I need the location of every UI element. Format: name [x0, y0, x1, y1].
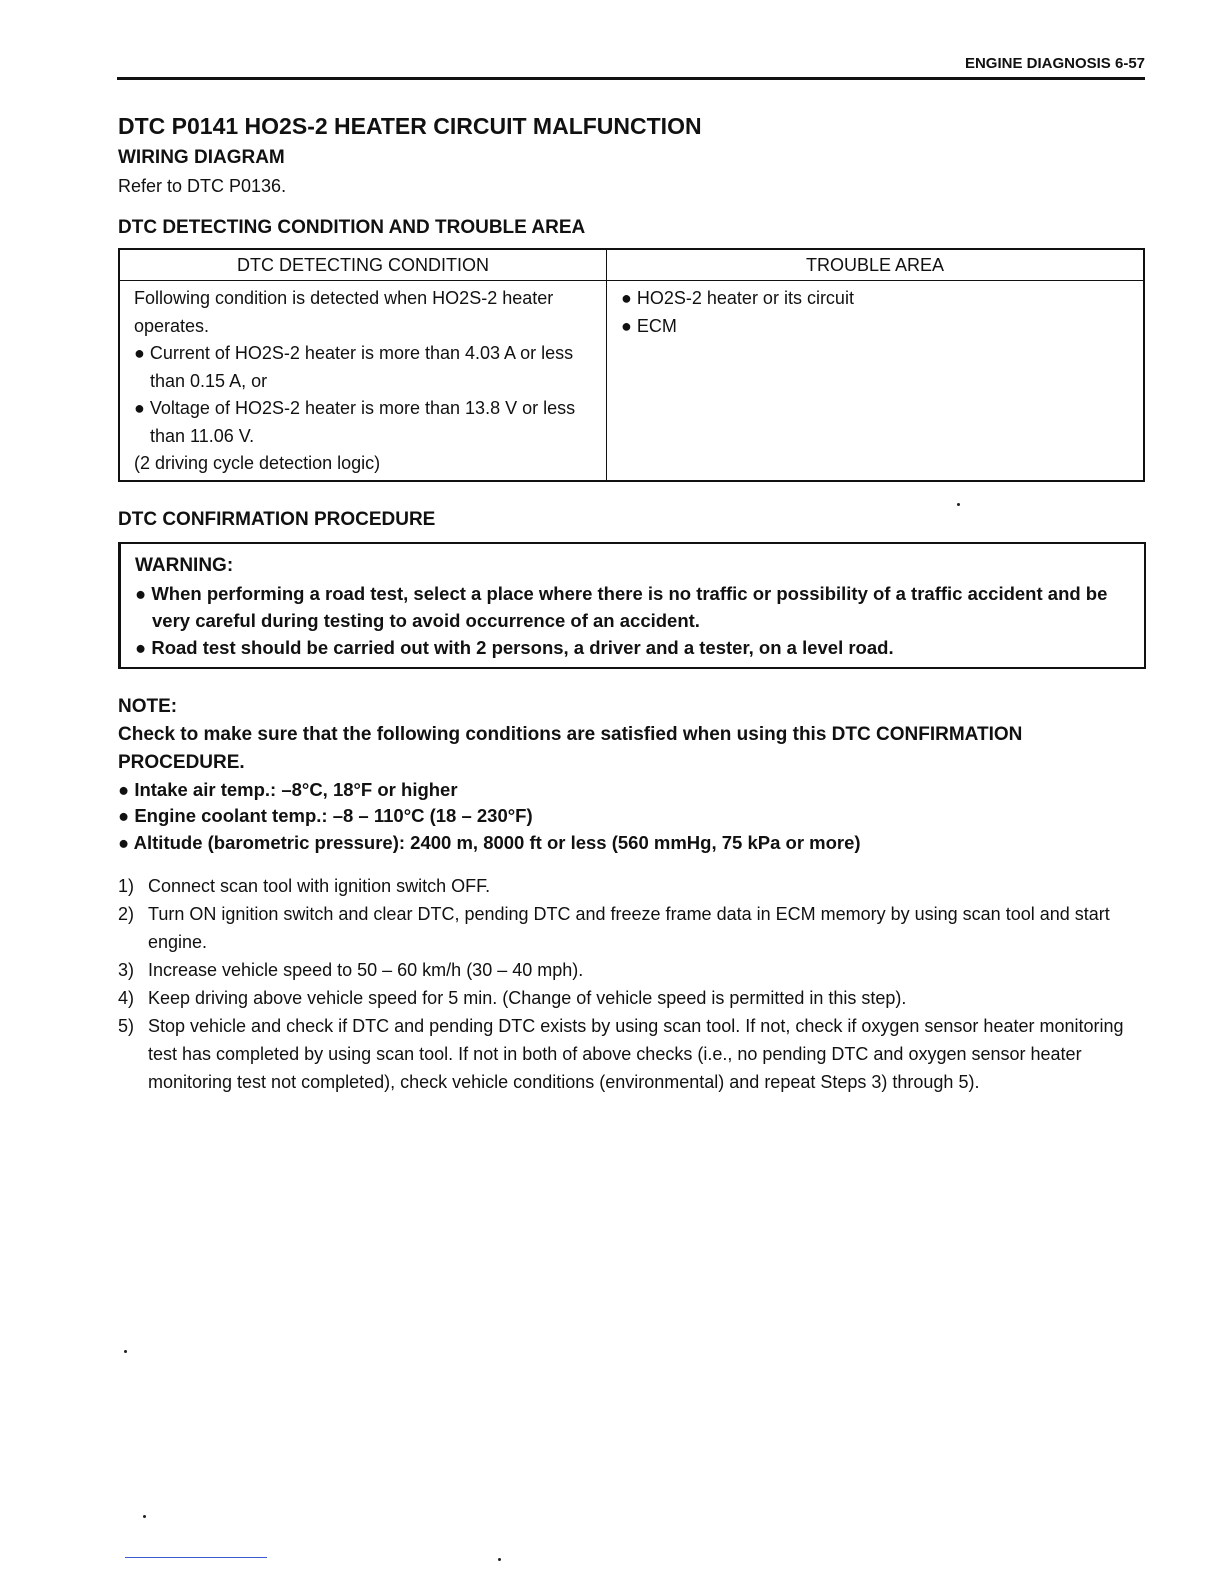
trouble-item: ● ECM	[621, 315, 677, 336]
warning-title: WARNING:	[135, 554, 234, 576]
scan-speck	[124, 1350, 127, 1353]
table-header-condition: DTC DETECTING CONDITION	[119, 249, 607, 281]
condition-cell	[119, 281, 607, 481]
confirmation-heading: DTC CONFIRMATION PROCEDURE	[118, 508, 436, 530]
note-title: NOTE:	[118, 695, 178, 717]
warning-item: ● When performing a road test, select a place where there is no traffic or possibility of a traffic accident and be very careful during testing to avoid occurrence of an accident.	[135, 582, 1108, 631]
table-header-trouble-area: TROUBLE AREA	[607, 249, 1145, 281]
page-header: ENGINE DIAGNOSIS 6-57	[964, 55, 1145, 72]
condition-outro: (2 driving cycle detection logic)	[134, 453, 381, 473]
page-content	[118, 108, 1146, 1096]
scan-rule	[125, 1557, 267, 1558]
header-rule	[117, 77, 1145, 80]
note-item: ● Engine coolant temp.: –8 – 110°C (18 – 230°F)	[118, 805, 533, 826]
page-title: DTC P0141 HO2S-2 HEATER CIRCUIT MALFUNCTION	[118, 113, 702, 139]
procedure-step: 1) Connect scan tool with ignition switch OFF.	[118, 876, 491, 896]
trouble-area-cell	[607, 281, 1145, 481]
procedure-steps	[118, 872, 1146, 1096]
note-body: Check to make sure that the following conditions are satisfied when using this DTC CONFIRMATION PROCEDURE.	[118, 723, 1023, 773]
dtc-condition-table	[118, 248, 1145, 482]
scan-speck	[143, 1515, 146, 1518]
scan-speck	[957, 503, 960, 506]
procedure-step: 2) Turn ON ignition switch and clear DTC, pending DTC and freeze frame data in ECM memory by using scan tool and start engine.	[118, 904, 1110, 952]
note-item: ● Altitude (barometric pressure): 2400 m, 8000 ft or less (560 mmHg, 75 kPa or more)	[118, 831, 861, 853]
warning-item: ● Road test should be carried out with 2 persons, a driver and a tester, on a level road.	[135, 636, 894, 658]
condition-item: ● Current of HO2S-2 heater is more than 4.03 A or less than 0.15 A, or	[134, 343, 574, 391]
scan-speck	[498, 1558, 501, 1561]
condition-intro: Following condition is detected when HO2S-2 heater operates.	[134, 288, 554, 336]
trouble-item: ● HO2S-2 heater or its circuit	[621, 288, 854, 308]
note-item: ● Intake air temp.: –8°C, 18°F or higher	[118, 778, 458, 800]
warning-box	[118, 542, 1146, 669]
detecting-heading: DTC DETECTING CONDITION AND TROUBLE AREA	[118, 217, 586, 238]
wiring-diagram-text: Refer to DTC P0136.	[118, 176, 287, 196]
procedure-step: 5) Stop vehicle and check if DTC and pending DTC exists by using scan tool. If not, check if oxygen sensor heater monitoring test has completed by using scan tool. If not in both of above checks (i.e., no pending DTC and oxygen sensor heater monitoring test not completed), check vehicle conditions (environmental) and repeat Steps 3) through 5).	[118, 1016, 1124, 1092]
procedure-step: 3) Increase vehicle speed to 50 – 60 km/h (30 – 40 mph).	[118, 960, 584, 980]
procedure-step: 4) Keep driving above vehicle speed for 5 min. (Change of vehicle speed is permitted in this step).	[118, 988, 907, 1008]
wiring-diagram-heading: WIRING DIAGRAM	[118, 147, 285, 168]
condition-item: ● Voltage of HO2S-2 heater is more than 13.8 V or less than 11.06 V.	[134, 398, 576, 446]
note-section	[118, 693, 1146, 857]
